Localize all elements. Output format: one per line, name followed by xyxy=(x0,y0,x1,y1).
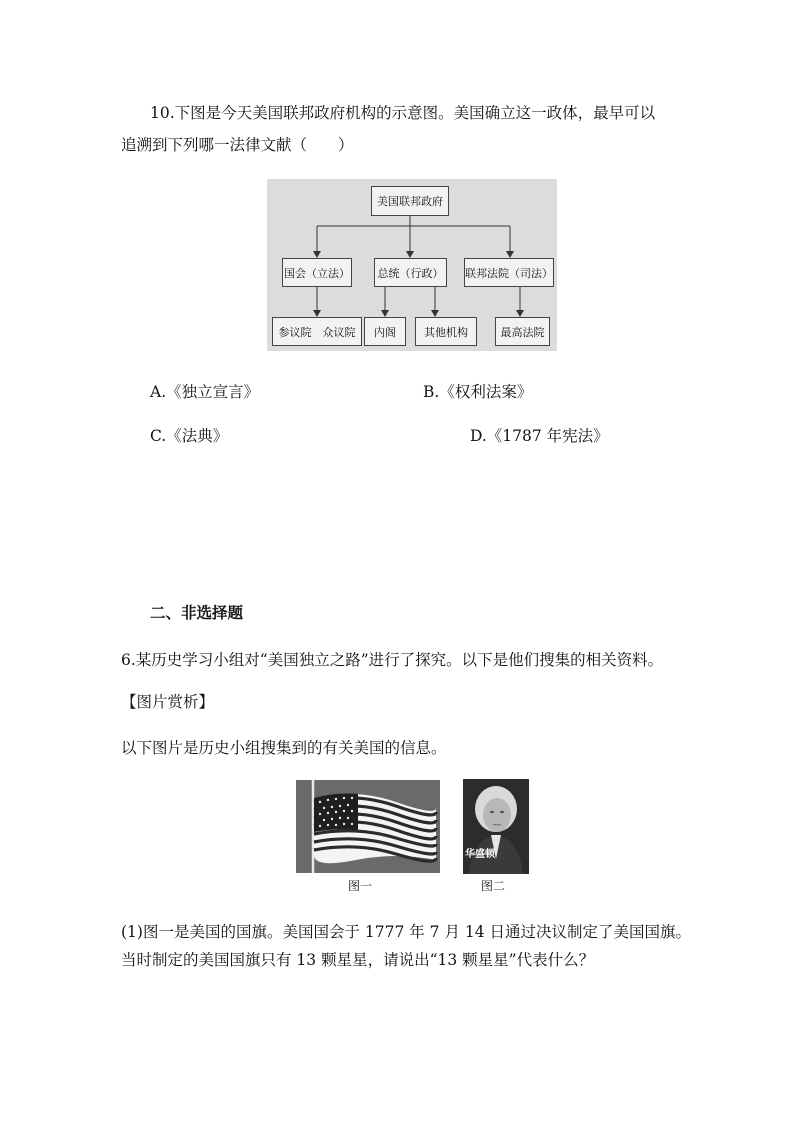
washington-portrait-image xyxy=(463,779,529,874)
figure-1-caption: 图一 xyxy=(348,879,373,893)
option-b: B.《权利法案》 xyxy=(423,383,533,401)
q6-intro: 6.某历史学习小组对“美国独立之路”进行了探究。以下是他们搜集的相关资料。 xyxy=(121,651,664,669)
q6-sub1-line-2: 当时制定的美国国旗只有 13 颗星星，请说出“13 颗星星”代表什么？ xyxy=(121,951,595,969)
option-a: A.《独立宣言》 xyxy=(150,383,260,401)
node-supreme-court: 最高法院 xyxy=(495,317,550,346)
q10-line-1: 10.下图是今天美国联邦政府机构的示意图。美国确立这一政体，最早可以 xyxy=(150,104,656,122)
q6-sub1-line-1: (1)图一是美国的国旗。美国国会于 1777 年 7 月 14 日通过决议制定了美国国旗。 xyxy=(121,923,692,941)
node-cabinet: 内阁 xyxy=(364,317,406,346)
q10-line-2: 追溯到下列哪一法律文献（ ） xyxy=(121,136,354,154)
q6-heading: 【图片赏析】 xyxy=(121,693,215,711)
portrait-name-label: 华盛顿 xyxy=(465,849,495,860)
node-other-agencies: 其他机构 xyxy=(415,317,477,346)
government-org-chart xyxy=(267,179,557,351)
us-flag-image xyxy=(296,780,440,873)
node-president: 总统（行政） xyxy=(374,258,447,287)
section-heading: 二、非选择题 xyxy=(150,603,244,622)
node-congress: 国会（立法） xyxy=(282,258,352,287)
node-federal-courts: 联邦法院（司法） xyxy=(464,258,554,287)
node-senate-house: 参议院 众议院 xyxy=(272,317,362,346)
option-c: C.《法典》 xyxy=(150,427,229,445)
figure-2-caption: 图二 xyxy=(481,879,506,893)
node-federal-government: 美国联邦政府 xyxy=(371,186,449,216)
option-d: D.《1787 年宪法》 xyxy=(470,427,609,445)
q6-description: 以下图片是历史小组搜集到的有关美国的信息。 xyxy=(121,739,447,757)
